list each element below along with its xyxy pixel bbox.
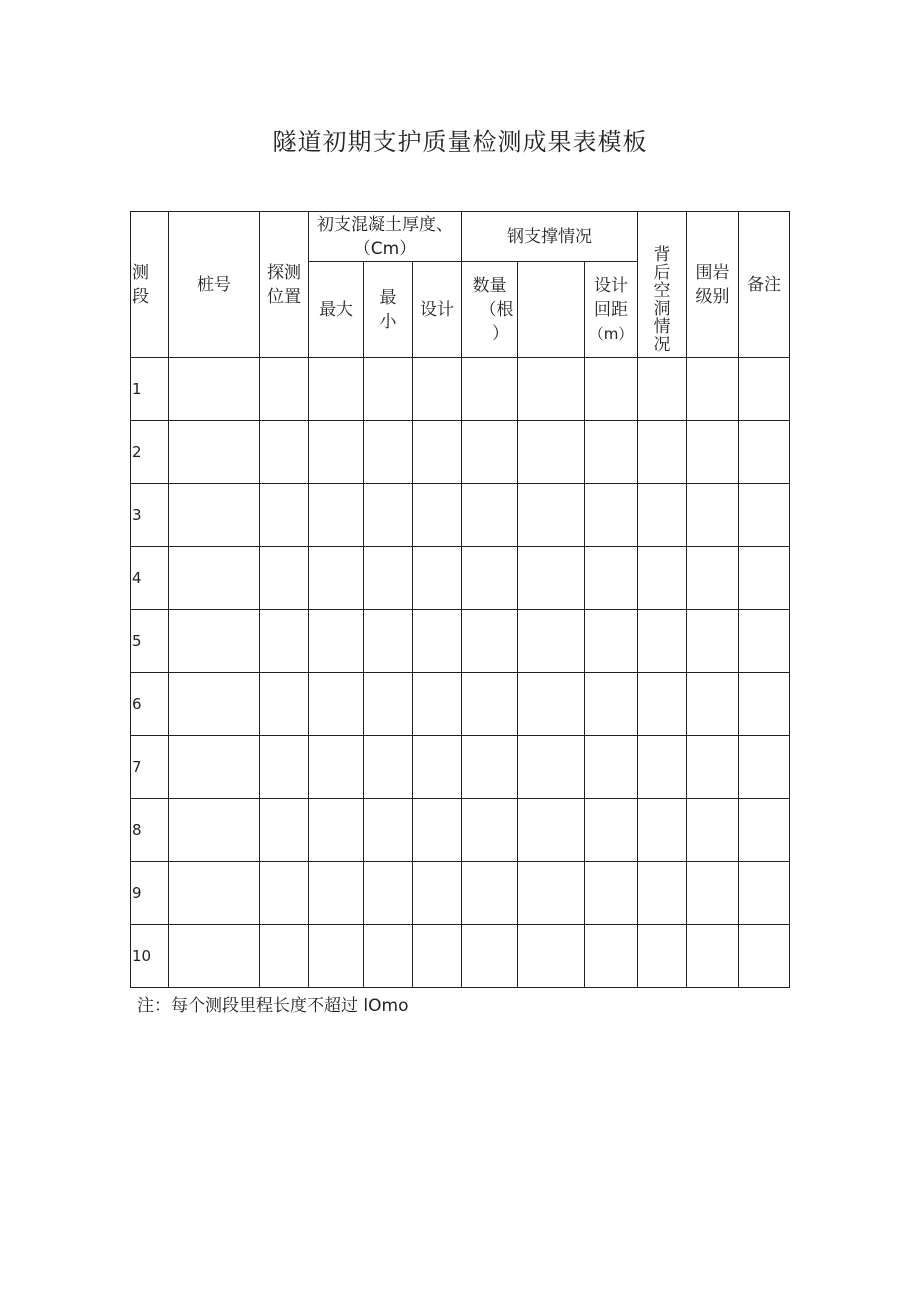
header-position: [260, 212, 308, 357]
row-number: 4: [132, 569, 142, 587]
header-count: [462, 262, 517, 357]
grid-line: [131, 357, 789, 358]
row-number: 1: [132, 380, 142, 398]
grid-line: [131, 861, 789, 862]
header-spacing-line: 回距: [594, 299, 628, 320]
header-count-line: （根: [479, 299, 514, 320]
header-position-line: 探测: [267, 262, 301, 283]
header-void-char: 洞: [653, 298, 671, 319]
header-min: [364, 262, 412, 357]
row-number: 7: [132, 758, 142, 776]
header-void-char: 空: [653, 280, 671, 301]
grid-line: [412, 261, 413, 987]
header-thickness-group: [309, 212, 461, 261]
grid-line: [517, 261, 518, 987]
header-count-line: 数量: [472, 275, 507, 296]
header-max: 最大: [319, 299, 353, 320]
header-void: [638, 212, 686, 357]
header-position-line: 位置: [267, 286, 301, 307]
header-design-spacing: [585, 262, 637, 357]
row-number: 5: [132, 632, 142, 650]
header-station: 桩号: [197, 274, 231, 295]
header-count-line: ）: [492, 323, 509, 344]
grid-line: [131, 924, 789, 925]
header-steel-group: 钢支撑情况: [507, 226, 592, 247]
header-spacing-line: 设计: [594, 275, 628, 296]
header-void-char: 背: [653, 244, 671, 265]
grid-line: [131, 420, 789, 421]
grid-line: [131, 609, 789, 610]
header-design: 设计: [420, 299, 454, 320]
header-min-line: 最: [379, 287, 397, 308]
grid-line: [131, 735, 789, 736]
header-remark: 备注: [747, 274, 781, 295]
grid-line: [131, 672, 789, 673]
header-rock-line: 级别: [695, 286, 730, 307]
grid-line: [363, 261, 364, 987]
header-thickness-line: 初支混凝土厚度、: [317, 214, 453, 235]
header-rock-line: 围岩: [695, 262, 730, 283]
row-number: 6: [132, 695, 142, 713]
header-min-line: 小: [379, 311, 397, 332]
row-number: 2: [132, 443, 142, 461]
header-void-char: 后: [653, 262, 671, 283]
results-table: [130, 211, 790, 988]
footnote: 注：每个测段里程长度不超过 lOmo: [137, 996, 409, 1016]
grid-line: [131, 483, 789, 484]
row-number: 10: [132, 947, 152, 965]
header-void-char: 况: [653, 334, 671, 355]
grid-line: [131, 546, 789, 547]
row-number: 9: [132, 884, 142, 902]
grid-line: [131, 798, 789, 799]
grid-line: [584, 261, 585, 987]
header-segment: [132, 212, 168, 357]
row-number: 8: [132, 821, 142, 839]
header-spacing-line: （m）: [588, 324, 634, 343]
header-rock-grade: [687, 212, 738, 357]
header-void-char: 情: [653, 316, 671, 337]
header-segment-line: 段: [132, 286, 149, 307]
row-number: 3: [132, 506, 142, 524]
header-blank: [518, 262, 584, 357]
page-title: 隧道初期支护质量检测成果表模板: [272, 128, 648, 156]
header-thickness-unit: （Cm）: [353, 238, 417, 259]
header-segment-line: 测: [132, 262, 149, 283]
